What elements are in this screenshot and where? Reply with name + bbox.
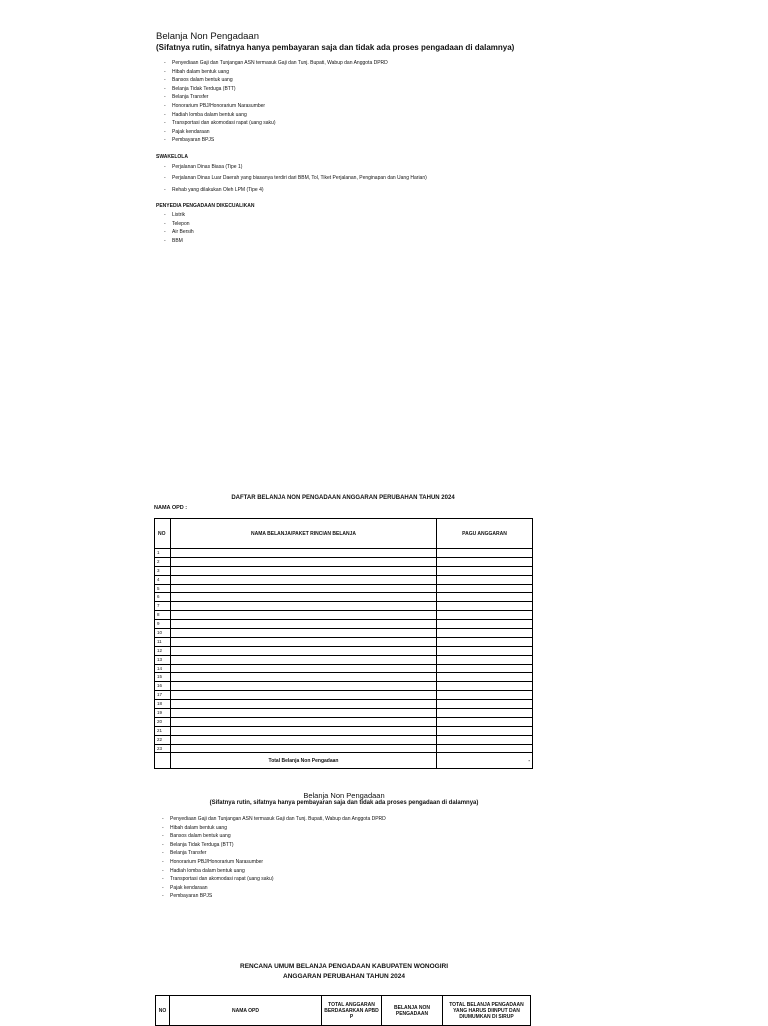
table-row bbox=[155, 646, 533, 655]
row-pagu-anggaran bbox=[437, 646, 533, 655]
rencana-title-line1: RENCANA UMUM BELANJA PENGADAAN KABUPATEN WONOGIRI bbox=[240, 963, 448, 970]
list-item: - Belanja Transfer bbox=[157, 93, 388, 102]
row-number: 13 bbox=[155, 655, 171, 664]
header-nama-belanja: NAMA BELANJA/PAKET RINCIAN BELANJA bbox=[171, 519, 437, 549]
list-item: - Telepon bbox=[157, 220, 194, 229]
row-nama-belanja bbox=[171, 646, 437, 655]
row-number: 12 bbox=[155, 646, 171, 655]
row-pagu-anggaran bbox=[437, 593, 533, 602]
row-pagu-anggaran bbox=[437, 673, 533, 682]
row-pagu-anggaran bbox=[437, 549, 533, 558]
list-item: - Pembayaran BPJS bbox=[155, 892, 386, 901]
row-number: 16 bbox=[155, 682, 171, 691]
table-row bbox=[155, 584, 533, 593]
row-number: 9 bbox=[155, 620, 171, 629]
row-pagu-anggaran bbox=[437, 602, 533, 611]
rencana-header-total-anggaran: TOTAL ANGGARAN BERDASARKAN APBD P bbox=[322, 996, 382, 1026]
row-nama-belanja bbox=[171, 566, 437, 575]
table-row bbox=[155, 611, 533, 620]
rencana-header-non-pengadaan: BELANJA NON PENGADAAN bbox=[382, 996, 443, 1026]
row-pagu-anggaran bbox=[437, 575, 533, 584]
row-nama-belanja bbox=[171, 602, 437, 611]
table-row bbox=[155, 637, 533, 646]
row-nama-belanja bbox=[171, 664, 437, 673]
row-nama-belanja bbox=[171, 682, 437, 691]
table-row bbox=[155, 709, 533, 718]
table-row bbox=[155, 602, 533, 611]
section1-list bbox=[157, 59, 388, 145]
table-row bbox=[155, 726, 533, 735]
row-pagu-anggaran bbox=[437, 744, 533, 753]
row-number: 15 bbox=[155, 673, 171, 682]
row-number: 2 bbox=[155, 557, 171, 566]
row-nama-belanja bbox=[171, 637, 437, 646]
table-row bbox=[155, 655, 533, 664]
daftar-title: DAFTAR BELANJA NON PENGADAAN ANGGARAN PERUBAHAN TAHUN 2024 bbox=[231, 495, 455, 501]
table-row bbox=[155, 664, 533, 673]
row-number: 18 bbox=[155, 700, 171, 709]
section1-title: Belanja Non Pengadaan bbox=[156, 31, 260, 42]
row-nama-belanja bbox=[171, 735, 437, 744]
row-nama-belanja bbox=[171, 584, 437, 593]
rencana-header-no: NO bbox=[156, 996, 170, 1026]
row-nama-belanja bbox=[171, 655, 437, 664]
rencana-title bbox=[154, 962, 534, 982]
row-nama-belanja bbox=[171, 744, 437, 753]
list-item: - Rehab yang dilakukan Oleh LPM (Tipe 4) bbox=[157, 186, 427, 195]
row-nama-belanja bbox=[171, 611, 437, 620]
list-item: - Perjalanan Dinas Luar Daerah yang biasanya terdiri dari BBM, Tol, Tiket Perjalanan, Penginapan dan Uang Harian) bbox=[157, 174, 427, 183]
list-item: - Penyediaan Gaji dan Tunjangan ASN termasuk Gaji dan Tunj. Bupati, Wabup dan Anggota DPRD bbox=[157, 59, 388, 68]
row-pagu-anggaran bbox=[437, 664, 533, 673]
row-nama-belanja bbox=[171, 700, 437, 709]
list-item: - Transportasi dan akomodasi rapat (uang saku) bbox=[155, 875, 386, 884]
total-value: - bbox=[437, 753, 533, 769]
row-number: 5 bbox=[155, 584, 171, 593]
table-row bbox=[155, 735, 533, 744]
row-pagu-anggaran bbox=[437, 655, 533, 664]
list-item: - Listrik bbox=[157, 211, 194, 220]
row-pagu-anggaran bbox=[437, 620, 533, 629]
list-item: - Hadiah lomba dalam bentuk uang bbox=[157, 111, 388, 120]
row-nama-belanja bbox=[171, 691, 437, 700]
table-row bbox=[155, 673, 533, 682]
row-number: 4 bbox=[155, 575, 171, 584]
list-item: - Bansos dalam bentuk uang bbox=[157, 76, 388, 85]
list-item: - Air Bersih bbox=[157, 228, 194, 237]
row-nama-belanja bbox=[171, 549, 437, 558]
list-item: - Hibah dalam bentuk uang bbox=[157, 68, 388, 77]
row-pagu-anggaran bbox=[437, 709, 533, 718]
row-number: 11 bbox=[155, 637, 171, 646]
table-row bbox=[155, 700, 533, 709]
list-item: - Pajak kendaraan bbox=[157, 128, 388, 137]
table-row bbox=[155, 620, 533, 629]
section3-title: Belanja Non Pengadaan bbox=[303, 791, 385, 800]
penyedia-list bbox=[157, 211, 194, 245]
row-number: 17 bbox=[155, 691, 171, 700]
row-number: 21 bbox=[155, 726, 171, 735]
row-nama-belanja bbox=[171, 575, 437, 584]
row-number: 3 bbox=[155, 566, 171, 575]
swakelola-heading: SWAKELOLA bbox=[156, 154, 188, 160]
row-nama-belanja bbox=[171, 673, 437, 682]
list-item: - Pajak kendaraan bbox=[155, 884, 386, 893]
row-number: 20 bbox=[155, 717, 171, 726]
list-item: - Belanja Tidak Terduga (BTT) bbox=[155, 841, 386, 850]
table-row bbox=[155, 575, 533, 584]
list-item: - Belanja Tidak Terduga (BTT) bbox=[157, 85, 388, 94]
penyedia-heading: PENYEDIA PENGADAAN DIKECUALIKAN bbox=[156, 203, 255, 209]
row-number: 6 bbox=[155, 593, 171, 602]
row-number: 8 bbox=[155, 611, 171, 620]
table-row bbox=[155, 691, 533, 700]
swakelola-list bbox=[157, 163, 427, 195]
row-number: 10 bbox=[155, 629, 171, 638]
section3-list bbox=[155, 815, 386, 901]
list-item: - Bansos dalam bentuk uang bbox=[155, 832, 386, 841]
section1-title-block bbox=[156, 31, 514, 53]
section3-subtitle: (Sifatnya rutin, sifatnya hanya pembayaran saja dan tidak ada proses pengadaan di dalamnya) bbox=[209, 800, 479, 806]
row-pagu-anggaran bbox=[437, 557, 533, 566]
row-pagu-anggaran bbox=[437, 611, 533, 620]
table-row bbox=[155, 717, 533, 726]
row-pagu-anggaran bbox=[437, 691, 533, 700]
header-no: NO bbox=[155, 519, 171, 549]
daftar-table bbox=[154, 518, 533, 769]
list-item: - Hibah dalam bentuk uang bbox=[155, 824, 386, 833]
table-row bbox=[155, 557, 533, 566]
row-number: 7 bbox=[155, 602, 171, 611]
table-row bbox=[155, 566, 533, 575]
row-pagu-anggaran bbox=[437, 735, 533, 744]
row-pagu-anggaran bbox=[437, 682, 533, 691]
daftar-header-row bbox=[155, 519, 533, 549]
opd-label: NAMA OPD : bbox=[154, 505, 188, 511]
list-item: - Transportasi dan akomodasi rapat (uang saku) bbox=[157, 119, 388, 128]
row-number: 23 bbox=[155, 744, 171, 753]
list-item: - BBM bbox=[157, 237, 194, 246]
total-spacer bbox=[155, 753, 171, 769]
list-item: - Belanja Transfer bbox=[155, 849, 386, 858]
row-nama-belanja bbox=[171, 717, 437, 726]
row-pagu-anggaran bbox=[437, 629, 533, 638]
total-label: Total Belanja Non Pengadaan bbox=[171, 753, 437, 769]
table-row bbox=[155, 629, 533, 638]
total-row bbox=[155, 753, 533, 769]
header-pagu-anggaran: PAGU ANGGARAN bbox=[437, 519, 533, 549]
row-pagu-anggaran bbox=[437, 637, 533, 646]
row-number: 22 bbox=[155, 735, 171, 744]
row-number: 14 bbox=[155, 664, 171, 673]
list-item: - Honorarium PBJ/Honorarium Narasumber bbox=[157, 102, 388, 111]
rencana-header-row bbox=[156, 996, 531, 1026]
table-row bbox=[155, 549, 533, 558]
row-number: 1 bbox=[155, 549, 171, 558]
rencana-header-nama-opd: NAMA OPD bbox=[170, 996, 322, 1026]
rencana-title-line2: ANGGARAN PERUBAHAN TAHUN 2024 bbox=[283, 973, 405, 980]
row-pagu-anggaran bbox=[437, 584, 533, 593]
list-item: - Penyediaan Gaji dan Tunjangan ASN termasuk Gaji dan Tunj. Bupati, Wabup dan Anggota DPRD bbox=[155, 815, 386, 824]
rencana-table bbox=[155, 995, 531, 1026]
list-item: - Perjalanan Dinas Biasa (Tipe 1) bbox=[157, 163, 427, 172]
rencana-header-total-pengadaan: TOTAL BELANJA PENGADAAN YANG HARUS DIINPUT DAN DIUMUMKAN DI SIRUP bbox=[443, 996, 531, 1026]
section1-subtitle: (Sifatnya rutin, sifatnya hanya pembayaran saja dan tidak ada proses pengadaan di dalamnya) bbox=[156, 43, 515, 52]
list-item: - Honorarium PBJ/Honorarium Narasumber bbox=[155, 858, 386, 867]
row-number: 19 bbox=[155, 709, 171, 718]
row-pagu-anggaran bbox=[437, 700, 533, 709]
table-row bbox=[155, 682, 533, 691]
row-pagu-anggaran bbox=[437, 717, 533, 726]
list-item: - Hadiah lomba dalam bentuk uang bbox=[155, 867, 386, 876]
row-nama-belanja bbox=[171, 629, 437, 638]
table-row bbox=[155, 744, 533, 753]
row-nama-belanja bbox=[171, 709, 437, 718]
row-nama-belanja bbox=[171, 557, 437, 566]
table-row bbox=[155, 593, 533, 602]
section3-title-block bbox=[154, 791, 534, 806]
row-pagu-anggaran bbox=[437, 566, 533, 575]
list-item: - Pembayaran BPJS bbox=[157, 136, 388, 145]
row-nama-belanja bbox=[171, 726, 437, 735]
row-nama-belanja bbox=[171, 593, 437, 602]
row-pagu-anggaran bbox=[437, 726, 533, 735]
row-nama-belanja bbox=[171, 620, 437, 629]
